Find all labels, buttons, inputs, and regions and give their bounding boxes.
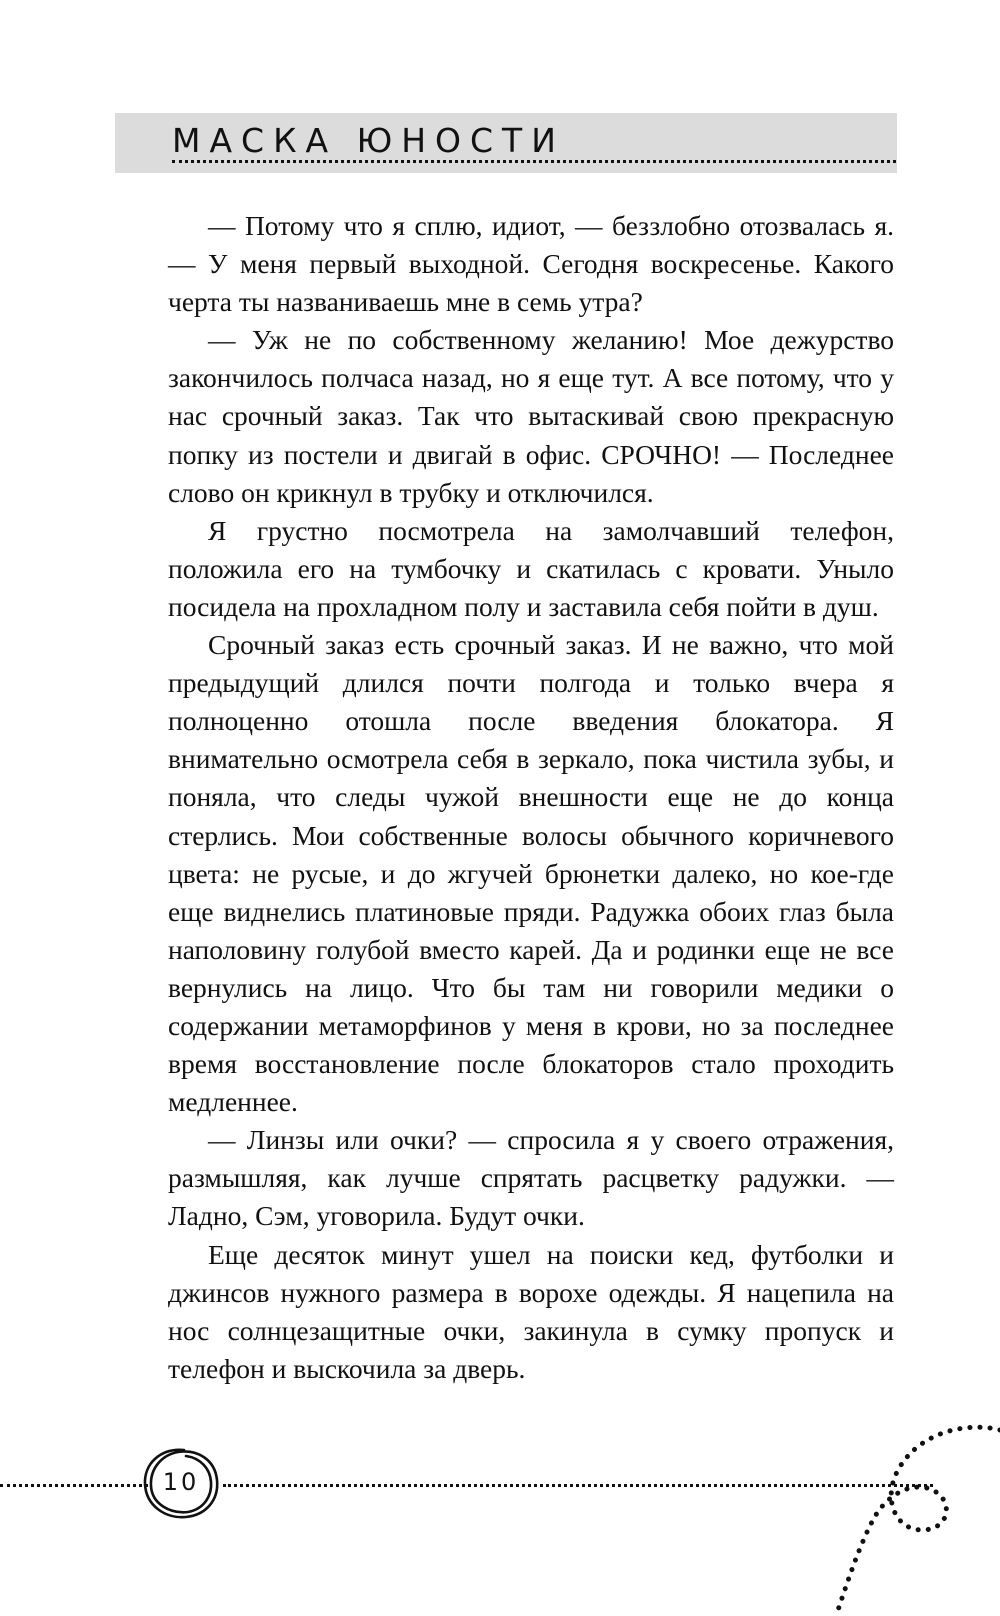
paragraph: Еще десяток минут ушел на поиски кед, футболки и джинсов нужного размера в ворохе одежды. Я нацепила на нос солнцезащитные очки, закинула в сумку пропуск и телефон и выскочила за дверь. <box>168 1238 894 1384</box>
page-number: 10 <box>162 1468 200 1496</box>
running-header-title: МАСКА ЮНОСТИ <box>172 121 565 160</box>
header-dotted-rule <box>172 160 896 163</box>
paragraph: — Потому что я сплю, идиот, — беззлобно отозвалась я. — У меня первый выходной. Сегодня воскресенье. Какого черта ты названиваешь мне в семь утра? <box>168 210 894 318</box>
footer-dotted-rule-right <box>223 1484 933 1487</box>
paragraph: Я грустно посмотрела на замолчавший телефон, положила его на тумбочку и скатилась с кровати. Уныло посидела на прохладном полу и заставила себя пойти в душ. <box>168 514 894 622</box>
page-body-text <box>168 207 894 1388</box>
paragraph: Срочный заказ есть срочный заказ. И не важно, что мой предыдущий длился почти полгода и только вчера я полноценно отошла после введения блокатора. Я внимательно осмотрела себя в зеркало, пока чистила зубы, и поняла, что следы чужой внешности еще не до конца стерлись. Мои собственные волосы обычного коричневого цвета: не русые, и до жгучей брюнетки далеко, но кое-где еще виднелись платиновые пряди. Радужка обоих глаз была наполовину голубой вместо карей. Да и родинки еще не все вернулись на лицо. Что бы там ни говорили медики о содержании метаморфинов у меня в крови, но за последнее время восстановление после блокаторов стало проходить медленнее. <box>168 629 894 1118</box>
page-number-badge <box>140 1446 222 1522</box>
paragraph: — Линзы или очки? — спросила я у своего отражения, размышляя, как лучше спрятать расцветку радужки. — Ладно, Сэм, уговорила. Будут очки. <box>168 1124 894 1232</box>
paragraph: — Уж не по собственному желанию! Мое дежурство закончилось полчаса назад, но я еще тут. А все потому, что у нас срочный заказ. Так что вытаскивай свою прекрасную попку из постели и двигай в офис. СРОЧНО! — Последнее слово он крикнул в трубку и отключился. <box>168 324 894 508</box>
dotted-swirl-decoration-icon <box>830 1420 1000 1616</box>
footer-dotted-rule-left <box>0 1484 148 1487</box>
